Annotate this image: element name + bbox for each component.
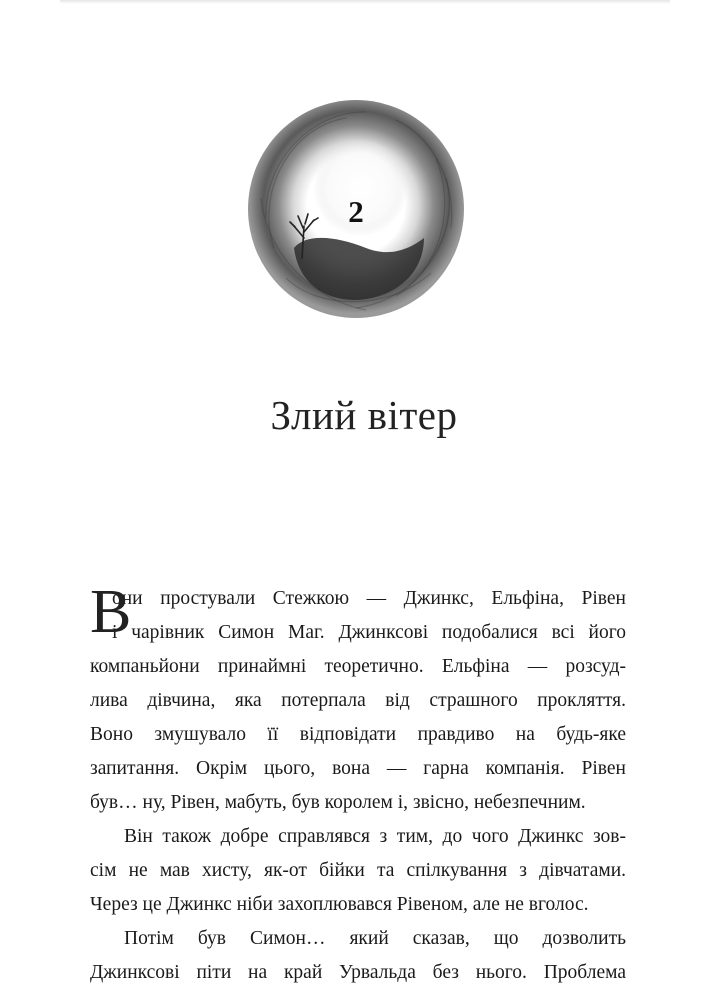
text-line: компаньйони принаймні теоретично. Ельфіна — розсуд- — [90, 656, 626, 677]
text-line: Через це Джинкс ніби захоплювався Рівеном, але не вголос. — [90, 894, 589, 915]
text-line: Джинксові піти на край Урвальда без нього. Проблема — [90, 962, 626, 983]
chapter-number: 2 — [348, 194, 364, 229]
text-line: лива дівчина, яка потерпала від страшного прокляття. — [90, 690, 626, 711]
text-line: і чарівник Симон Маг. Джинксові подобалися всі його — [112, 622, 626, 643]
text-line: Він також добре справлявся з тим, до чого Джинкс зов- — [124, 826, 626, 847]
text-line: Потім був Симон… який сказав, що дозволить — [124, 928, 626, 949]
chapter-body — [90, 578, 626, 990]
text-line: Воно змушувало її відповідати правдиво на будь-яке — [90, 724, 626, 745]
text-line: сім не мав хисту, як-от бійки та спілкування з дівчатами. — [90, 860, 626, 881]
text-line: запитання. Окрім цього, вона — гарна компанія. Рівен — [90, 758, 626, 779]
page-edge-shadow — [60, 0, 670, 4]
chapter-title: Злий вітер — [270, 392, 458, 438]
text-line: они простували Стежкою — Джинкс, Ельфіна, Рівен — [112, 588, 626, 609]
drop-cap: В — [90, 578, 132, 646]
text-line: був… ну, Рівен, мабуть, був королем і, звісно, небезпечним. — [90, 792, 586, 813]
